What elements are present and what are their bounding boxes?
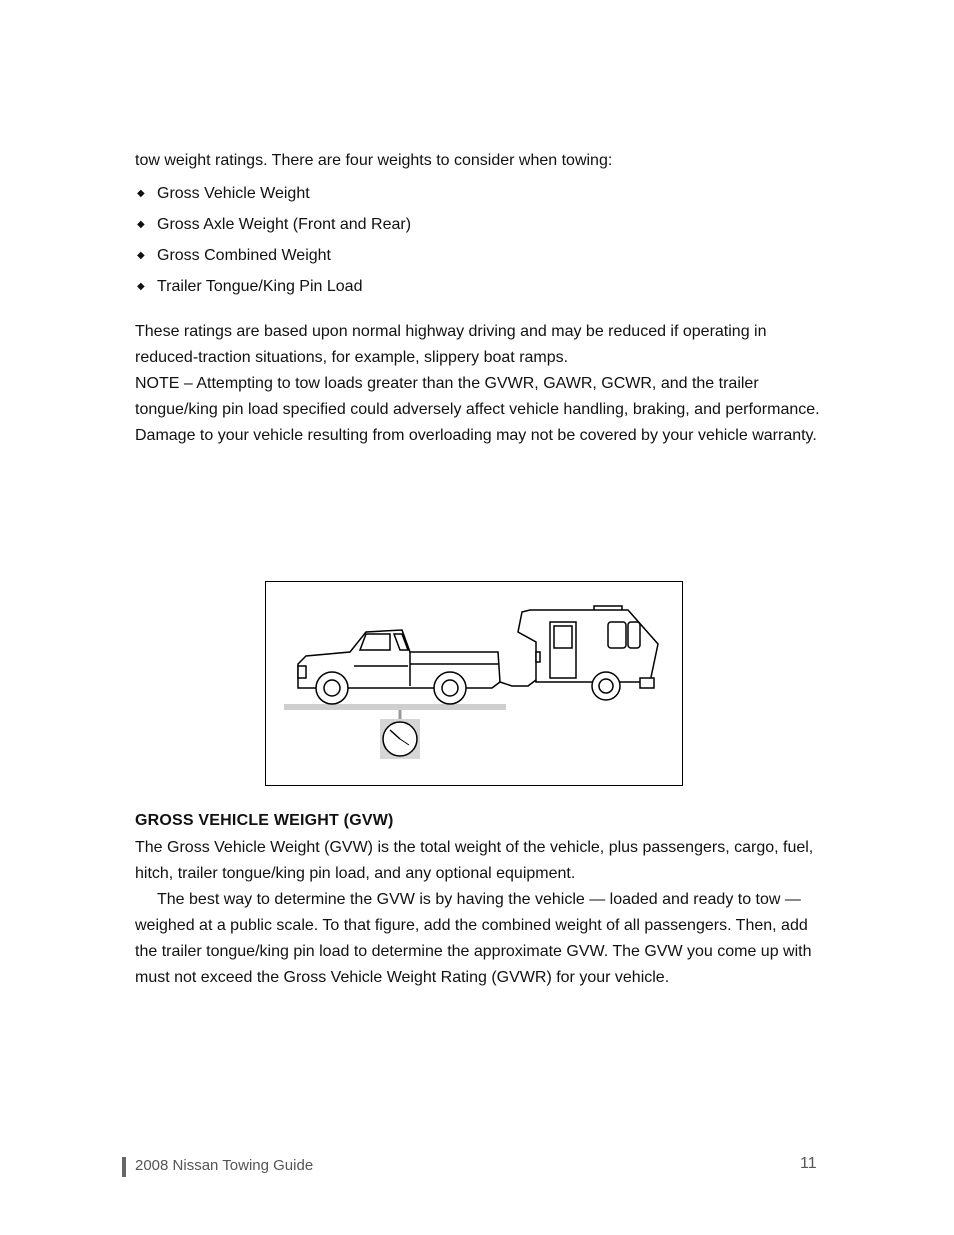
intro-text: tow weight ratings. There are four weights to consider when towing: — [135, 152, 613, 169]
note-label: NOTE – — [135, 375, 193, 392]
list-item: ◆ Gross Combined Weight — [135, 240, 825, 271]
scale-gauge-icon — [380, 719, 420, 759]
gvw-definition: The Gross Vehicle Weight (GVW) is the total weight of the vehicle, plus passengers, cargo, fuel, hitch, trailer tongue/king pin load, and any optional equipment. — [135, 839, 814, 882]
diamond-bullet-icon: ◆ — [137, 219, 145, 230]
list-item: ◆ Trailer Tongue/King Pin Load — [135, 271, 825, 302]
list-item: ◆ Gross Axle Weight (Front and Rear) — [135, 209, 825, 240]
main-text — [135, 148, 825, 449]
page-number: 11 — [800, 1155, 817, 1172]
camper-trailer-icon — [518, 606, 658, 700]
diamond-bullet-icon: ◆ — [137, 250, 145, 261]
list-item: ◆ Gross Vehicle Weight — [135, 178, 825, 209]
ratings-paragraph: These ratings are based upon normal highway driving and may be reduced if operating in reduced-traction situations, for example, slippery boat ramps. NOTE – Attempting to tow loads greater than the GVWR, GAWR, GCWR, and the trailer tongue/king pin load specified could adversely affect vehicle handling, braking, and performance. Damage to your vehicle resulting from overloading may not be covered by your vehicle warranty. — [135, 323, 820, 444]
footer-title: 2008 Nissan Towing Guide — [135, 1157, 314, 1174]
weights-list — [135, 178, 825, 302]
footer-divider — [122, 1157, 126, 1177]
pickup-truck-icon — [298, 630, 500, 704]
diamond-bullet-icon: ◆ — [137, 188, 145, 199]
gvw-body — [135, 835, 825, 991]
section-heading: GROSS VEHICLE WEIGHT (GVW) — [135, 812, 394, 829]
gvw-warning: The GVW you come up with must not exceed the Gross Vehicle Weight Rating (GVWR) for your vehicle. — [135, 943, 812, 986]
diamond-bullet-icon: ◆ — [137, 281, 145, 292]
ground-line — [284, 704, 506, 710]
gvw-method: The best way to determine the GVW is by having the vehicle — loaded and ready to tow — weighed at a public scale. To that figure, add the combined weight of all passengers. Then, add the trailer tongue/king pin load to determine the approximate GVW. The GVW you come up with must not exceed the Gross Vehicle Weight Rating (GVWR) for your vehicle. — [135, 891, 812, 986]
note-text: Attempting to tow loads greater than the GVWR, GAWR, GCWR, and the trailer tongue/king pin load specified could adversely affect vehicle handling, braking, and performance. Damage to your vehicle resulting from overloading may not be covered by your vehicle warranty. — [135, 375, 820, 444]
towing-illustration — [265, 581, 683, 786]
truck-trailer-illustration — [266, 582, 682, 785]
